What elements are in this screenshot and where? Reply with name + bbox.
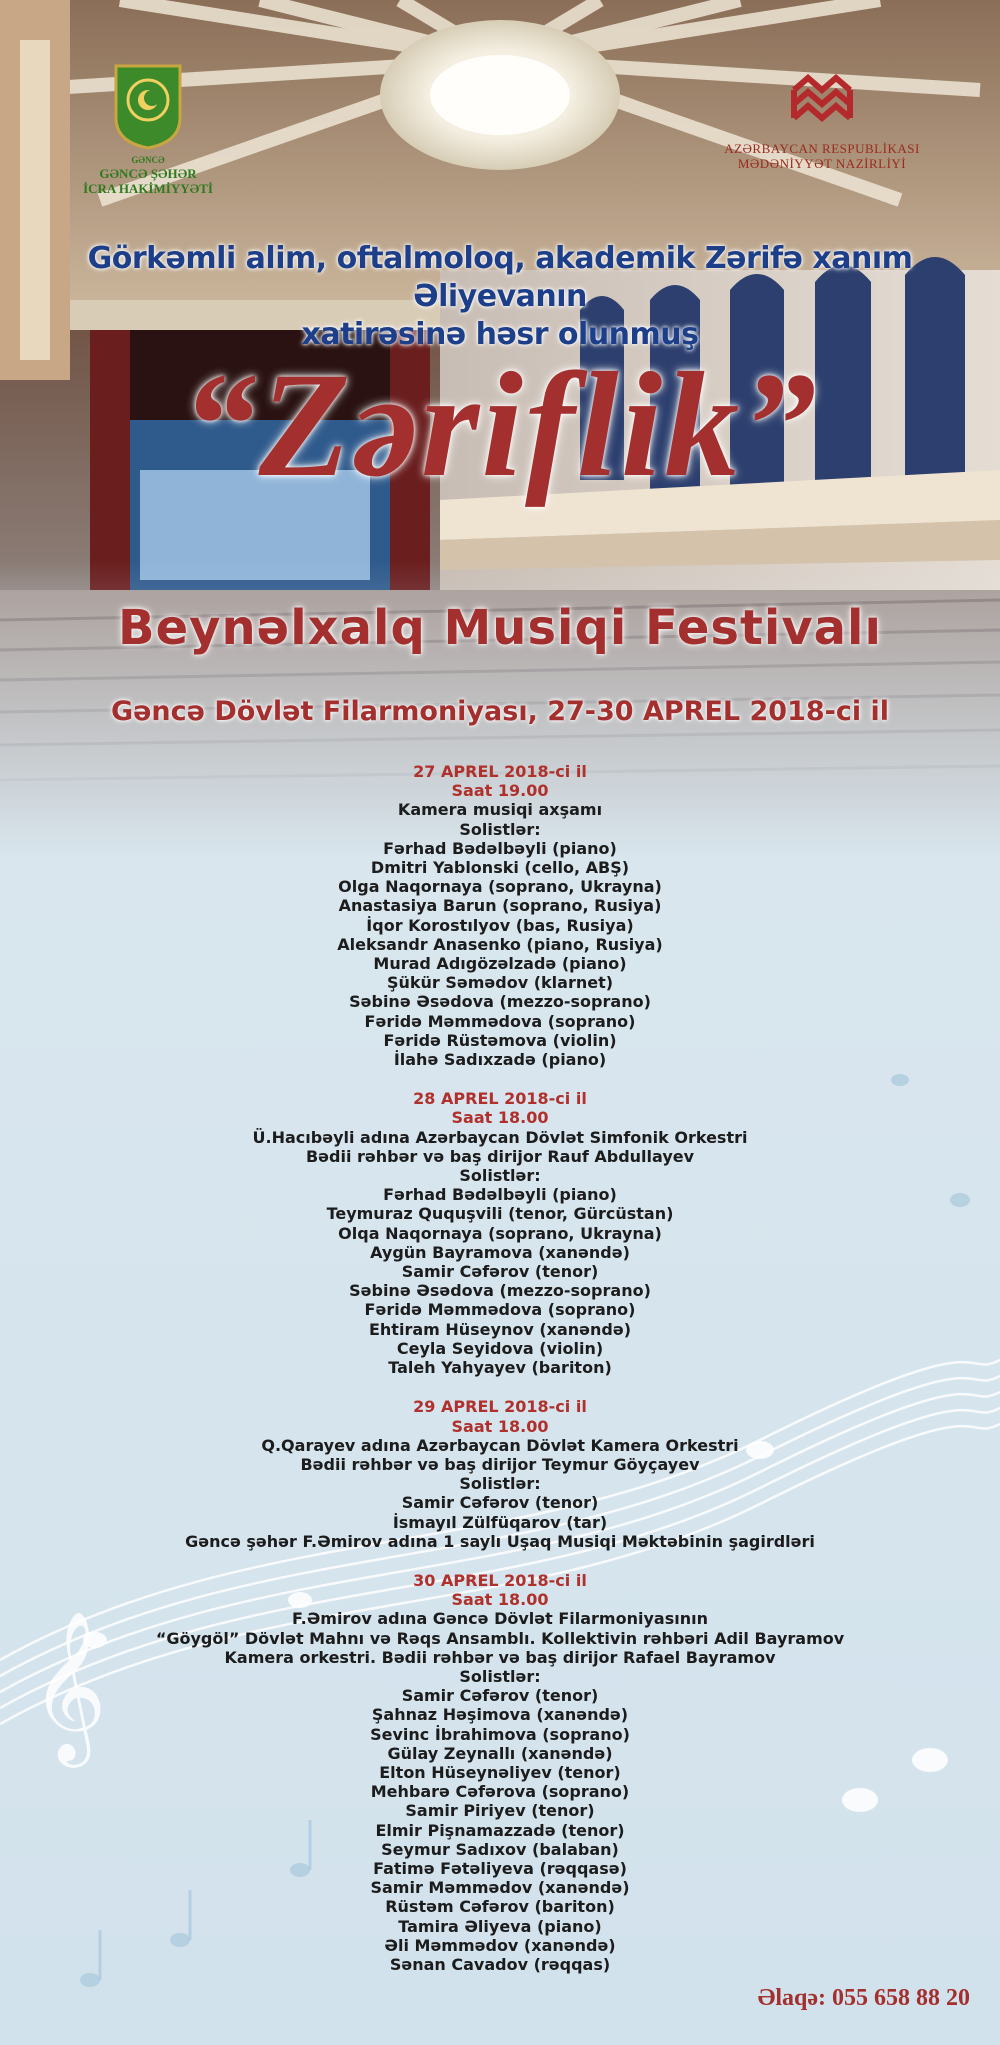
program-line: Fəridə Rüstəmova (violin) xyxy=(383,1030,617,1050)
program-day-date: 30 APREL 2018-ci il xyxy=(413,1570,587,1590)
program-line: Şahnaz Həşimova (xanəndə) xyxy=(371,1705,629,1725)
program-line: Olqa Naqornaya (soprano, Ukrayna) xyxy=(338,1223,662,1243)
program-line: Kamera orkestri. Bədii rəhbər və baş dirijor Rafael Bayramov xyxy=(224,1647,776,1667)
program-line: Dmitri Yablonski (cello, ABŞ) xyxy=(370,858,630,878)
program-line: Sevinc İbrahimova (soprano) xyxy=(370,1724,630,1744)
program-line: Bədii rəhbər və baş dirijor Rauf Abdullayev xyxy=(305,1146,695,1166)
program-line: Olga Naqornaya (soprano, Ukrayna) xyxy=(338,877,662,897)
program-line: Q.Qarayev adına Azərbaycan Dövlət Kamera Orkestri xyxy=(261,1435,739,1455)
ministry-of-culture-emblem xyxy=(712,72,932,171)
program-line: Anastasiya Barun (soprano, Rusiya) xyxy=(338,896,662,916)
program-day xyxy=(100,1571,900,1974)
program-day-time: Saat 18.00 xyxy=(451,1416,549,1436)
program-line: Solistlər: xyxy=(459,1166,541,1186)
program-line: Elton Hüseynəliyev (tenor) xyxy=(379,1762,621,1782)
program-line: Səbinə Əsədova (mezzo-soprano) xyxy=(349,1281,651,1301)
festival-name: “Zəriflik” xyxy=(181,342,819,508)
program-line: F.Əmirov adına Gəncə Dövlət Filarmoniyasının xyxy=(292,1609,708,1629)
program-line: Teymuraz Ququşvili (tenor, Gürcüstan) xyxy=(326,1204,674,1224)
contact-phone: Əlaqə: 055 658 88 20 xyxy=(757,1985,970,2011)
program-line: Samir Piriyev (tenor) xyxy=(405,1801,595,1821)
program-line: Əli Məmmədov (xanəndə) xyxy=(384,1935,616,1955)
left-emblem-text: GƏNCƏ xyxy=(131,155,165,165)
program-line: Ü.Hacıbəyli adına Azərbaycan Dövlət Simfonik Orkestri xyxy=(252,1127,748,1147)
program-line: Samir Cəfərov (tenor) xyxy=(401,1262,599,1282)
ganja-crest-icon xyxy=(112,62,184,150)
dedication-subtitle xyxy=(20,240,980,354)
program-line: Tamira Əliyeva (piano) xyxy=(398,1916,602,1936)
subtitle-line-2: xatirəsinə həsr olunmuş xyxy=(301,317,699,352)
program-line: Solistlər: xyxy=(459,1474,541,1494)
program-day-time: Saat 18.00 xyxy=(451,1590,549,1610)
program-day xyxy=(100,1397,900,1551)
program-day xyxy=(100,1089,900,1377)
program-line: Aleksandr Anasenko (piano, Rusiya) xyxy=(337,934,663,954)
venue-and-dates: Gəncə Dövlət Filarmoniyası, 27-30 APREL 2018-ci il xyxy=(110,696,890,727)
program-line: İqor Korostılyov (bas, Rusiya) xyxy=(366,915,634,935)
svg-text:𝄞: 𝄞 xyxy=(30,1609,107,1761)
program-line: Kamera musiqi axşamı xyxy=(397,800,603,820)
program-day xyxy=(100,762,900,1069)
program-day-time: Saat 18.00 xyxy=(451,1108,549,1128)
program-line: Elmir Pişnamazzadə (tenor) xyxy=(375,1820,625,1840)
program-line: Samir Məmmədov (xanəndə) xyxy=(370,1878,630,1898)
program-line: Fərhad Bədəlbəyli (piano) xyxy=(383,838,617,858)
program-line: Samir Cəfərov (tenor) xyxy=(401,1686,599,1706)
program-day-date: 27 APREL 2018-ci il xyxy=(413,762,587,781)
program-line: Samir Cəfərov (tenor) xyxy=(401,1493,599,1513)
program-line: İlahə Sadıxzadə (piano) xyxy=(393,1050,607,1070)
program-line: Bədii rəhbər və baş dirijor Teymur Göyçayev xyxy=(300,1454,700,1474)
program-line: Rüstəm Cəfərov (bariton) xyxy=(385,1897,615,1917)
program-line: Ehtiram Hüseynov (xanəndə) xyxy=(368,1319,632,1339)
program-day-date: 29 APREL 2018-ci il xyxy=(413,1397,587,1417)
concert-program xyxy=(100,762,900,1994)
program-line: Aygün Bayramova (xanəndə) xyxy=(370,1242,630,1262)
right-emblem-caption-2: MƏDƏNİYYƏT NAZİRLİYİ xyxy=(737,156,907,171)
program-line: Mehbarə Cəfərova (soprano) xyxy=(370,1782,630,1802)
program-line: Seymur Sadıxov (balaban) xyxy=(381,1839,619,1859)
program-line: Fatimə Fətəliyeva (rəqqasə) xyxy=(373,1858,627,1878)
program-day-time: Saat 19.00 xyxy=(451,781,549,801)
program-line: Fəridə Məmmədova (soprano) xyxy=(364,1300,636,1320)
ganja-city-emblem xyxy=(78,62,218,196)
subtitle-line-1: Görkəmli alim, oftalmoloq, akademik Zərifə xanım Əliyevanın xyxy=(87,241,913,314)
ministry-knot-icon xyxy=(786,72,858,136)
program-line: Səbinə Əsədova (mezzo-soprano) xyxy=(349,992,651,1012)
program-line: Fəridə Məmmədova (soprano) xyxy=(364,1011,636,1031)
program-line: Solistlər: xyxy=(459,1666,541,1686)
program-line: Sənan Cavadov (rəqqas) xyxy=(389,1954,611,1974)
right-emblem-caption-1: AZƏRBAYCAN RESPUBLİKASI xyxy=(724,141,920,156)
program-line: Fərhad Bədəlbəyli (piano) xyxy=(383,1185,617,1205)
left-emblem-caption-1: GƏNCƏ ŞƏHƏR xyxy=(99,166,197,181)
program-day-date: 28 APREL 2018-ci il xyxy=(413,1089,587,1109)
program-line: Ceyla Seyidova (violin) xyxy=(396,1338,604,1358)
program-line: Gəncə şəhər F.Əmirov adına 1 saylı Uşaq Musiqi Məktəbinin şagirdləri xyxy=(185,1531,815,1551)
program-line: Şükür Səmədov (klarnet) xyxy=(386,973,614,993)
program-line: Murad Adıgözəlzadə (piano) xyxy=(373,954,627,974)
program-line: Taleh Yahyayev (bariton) xyxy=(388,1358,612,1378)
program-line: Solistlər: xyxy=(459,819,541,839)
program-line: İsmayıl Zülfüqarov (tar) xyxy=(392,1512,608,1532)
program-line: Gülay Zeynallı (xanəndə) xyxy=(387,1743,613,1763)
program-line: “Göygöl” Dövlət Mahnı və Rəqs Ansamblı. Kollektivin rəhbəri Adil Bayramov xyxy=(155,1628,845,1648)
festival-title: Beynəlxalq Musiqi Festivalı xyxy=(118,600,882,656)
left-emblem-caption-2: İCRA HAKİMİYYƏTİ xyxy=(83,181,213,196)
